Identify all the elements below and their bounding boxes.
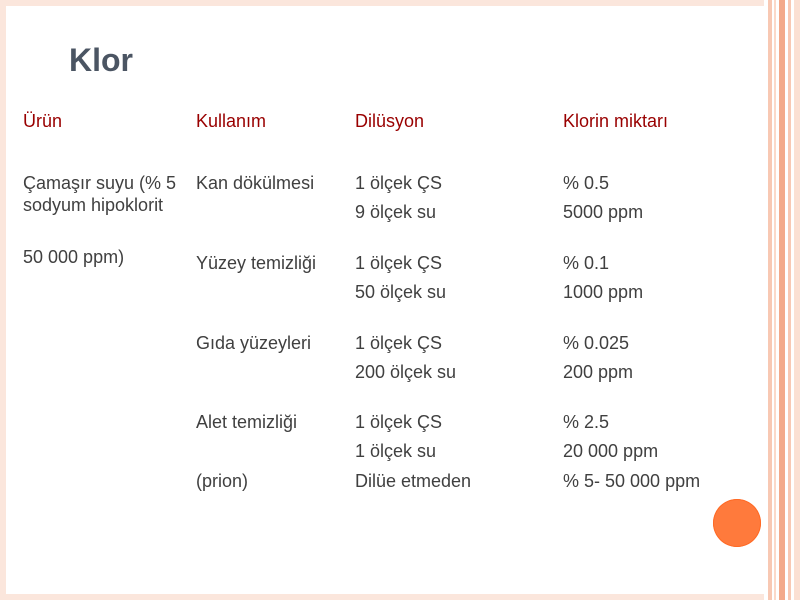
row-chlorine-2: 5000 ppm — [563, 202, 644, 222]
prion-dilution: Dilüe etmeden — [355, 471, 472, 491]
row-chlorine-1: % 0.1 — [563, 253, 610, 273]
row-dilution-2: 200 ölçek su — [355, 362, 457, 382]
product-ppm: 50 000 ppm) — [23, 247, 125, 267]
row-usage: Alet temizliği — [196, 412, 298, 432]
row-chlorine-1: % 0.025 — [563, 333, 630, 353]
slide-frame-left — [0, 0, 6, 600]
stripe — [768, 0, 772, 600]
row-usage: Gıda yüzeyleri — [196, 333, 312, 353]
row-chlorine-1: % 2.5 — [563, 412, 610, 432]
prion-usage: (prion) — [196, 471, 249, 491]
row-chlorine-2: 20 000 ppm — [563, 441, 659, 461]
stripe — [788, 0, 791, 600]
row-dilution-2: 9 ölçek su — [355, 202, 437, 222]
row-usage: Yüzey temizliği — [196, 253, 317, 273]
stripe — [794, 0, 800, 600]
product-name: Çamaşır suyu (% 5 sodyum hipoklorit — [23, 173, 177, 215]
prion-chlorine: % 5- 50 000 ppm — [563, 471, 701, 491]
stripe — [779, 0, 785, 600]
row-dilution-2: 50 ölçek su — [355, 282, 447, 302]
header-usage: Kullanım — [196, 111, 267, 131]
row-dilution-1: 1 ölçek ÇS — [355, 333, 443, 353]
accent-circle — [713, 499, 761, 547]
row-dilution-1: 1 ölçek ÇS — [355, 173, 443, 193]
row-dilution-1: 1 ölçek ÇS — [355, 412, 443, 432]
header-dilution: Dilüsyon — [355, 111, 425, 131]
row-dilution-1: 1 ölçek ÇS — [355, 253, 443, 273]
decorative-stripes — [764, 0, 800, 600]
row-chlorine-2: 1000 ppm — [563, 282, 644, 302]
slide-title: Klor — [69, 42, 133, 78]
row-chlorine-1: % 0.5 — [563, 173, 610, 193]
row-usage: Kan dökülmesi — [196, 173, 315, 193]
stripe — [774, 0, 776, 600]
header-product: Ürün — [23, 111, 63, 131]
row-chlorine-2: 200 ppm — [563, 362, 634, 382]
row-dilution-2: 1 ölçek su — [355, 441, 437, 461]
slide-frame-top — [0, 0, 800, 6]
slide-frame-bottom — [0, 594, 800, 600]
header-chlorine: Klorin miktarı — [563, 111, 669, 131]
